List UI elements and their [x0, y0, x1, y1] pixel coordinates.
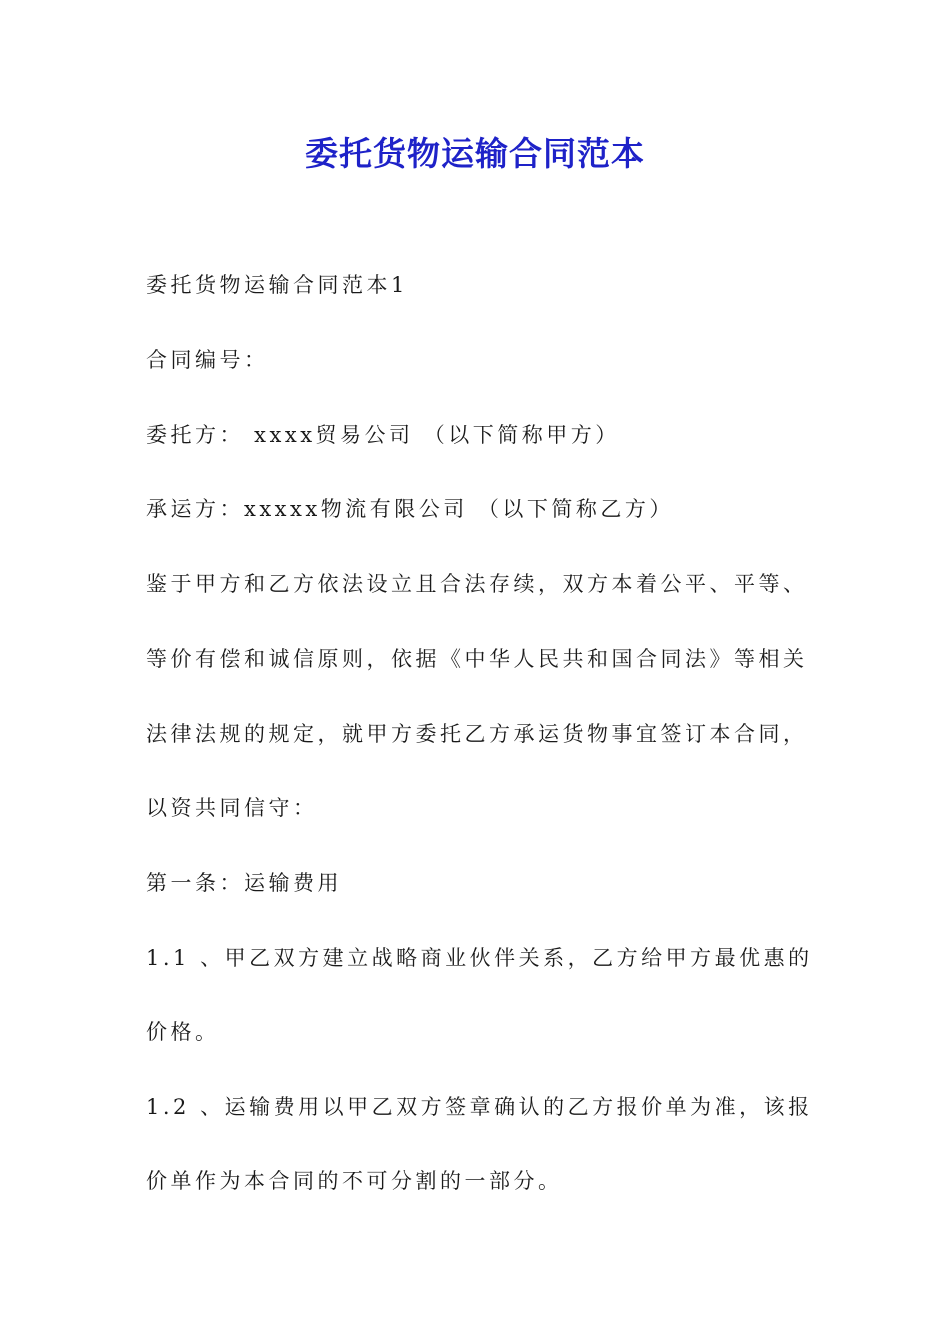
- clause-1-1-line-1: 1.1 、甲乙双方建立战略商业伙伴关系，乙方给甲方最优惠的: [146, 946, 813, 970]
- preamble-line-1: 鉴于甲方和乙方依法设立且合法存续，双方本着公平、平等、: [146, 572, 808, 596]
- carrier-party-line: 承运方：xxxxx物流有限公司 （以下简称乙方）: [146, 497, 674, 521]
- clause-1-2-line-1: 1.2 、运输费用以甲乙双方签章确认的乙方报价单为准，该报: [146, 1095, 813, 1119]
- clause-1-1-line-2: 价格。: [146, 1020, 220, 1044]
- article-1-heading: 第一条：运输费用: [146, 871, 342, 895]
- document-title: 委托货物运输合同范本: [305, 134, 645, 173]
- clause-1-2-line-2: 价单作为本合同的不可分割的一部分。: [146, 1169, 563, 1193]
- preamble-line-4: 以资共同信守：: [146, 796, 318, 820]
- preamble-line-3: 法律法规的规定，就甲方委托乙方承运货物事宜签订本合同，: [146, 722, 808, 746]
- preamble-line-2: 等价有偿和诚信原则，依据《中华人民共和国合同法》等相关: [146, 647, 808, 671]
- section-heading: 委托货物运输合同范本1: [146, 273, 408, 297]
- contract-number-label: 合同编号：: [146, 348, 269, 372]
- client-party-line: 委托方： xxxx贸易公司 （以下简称甲方）: [146, 423, 620, 447]
